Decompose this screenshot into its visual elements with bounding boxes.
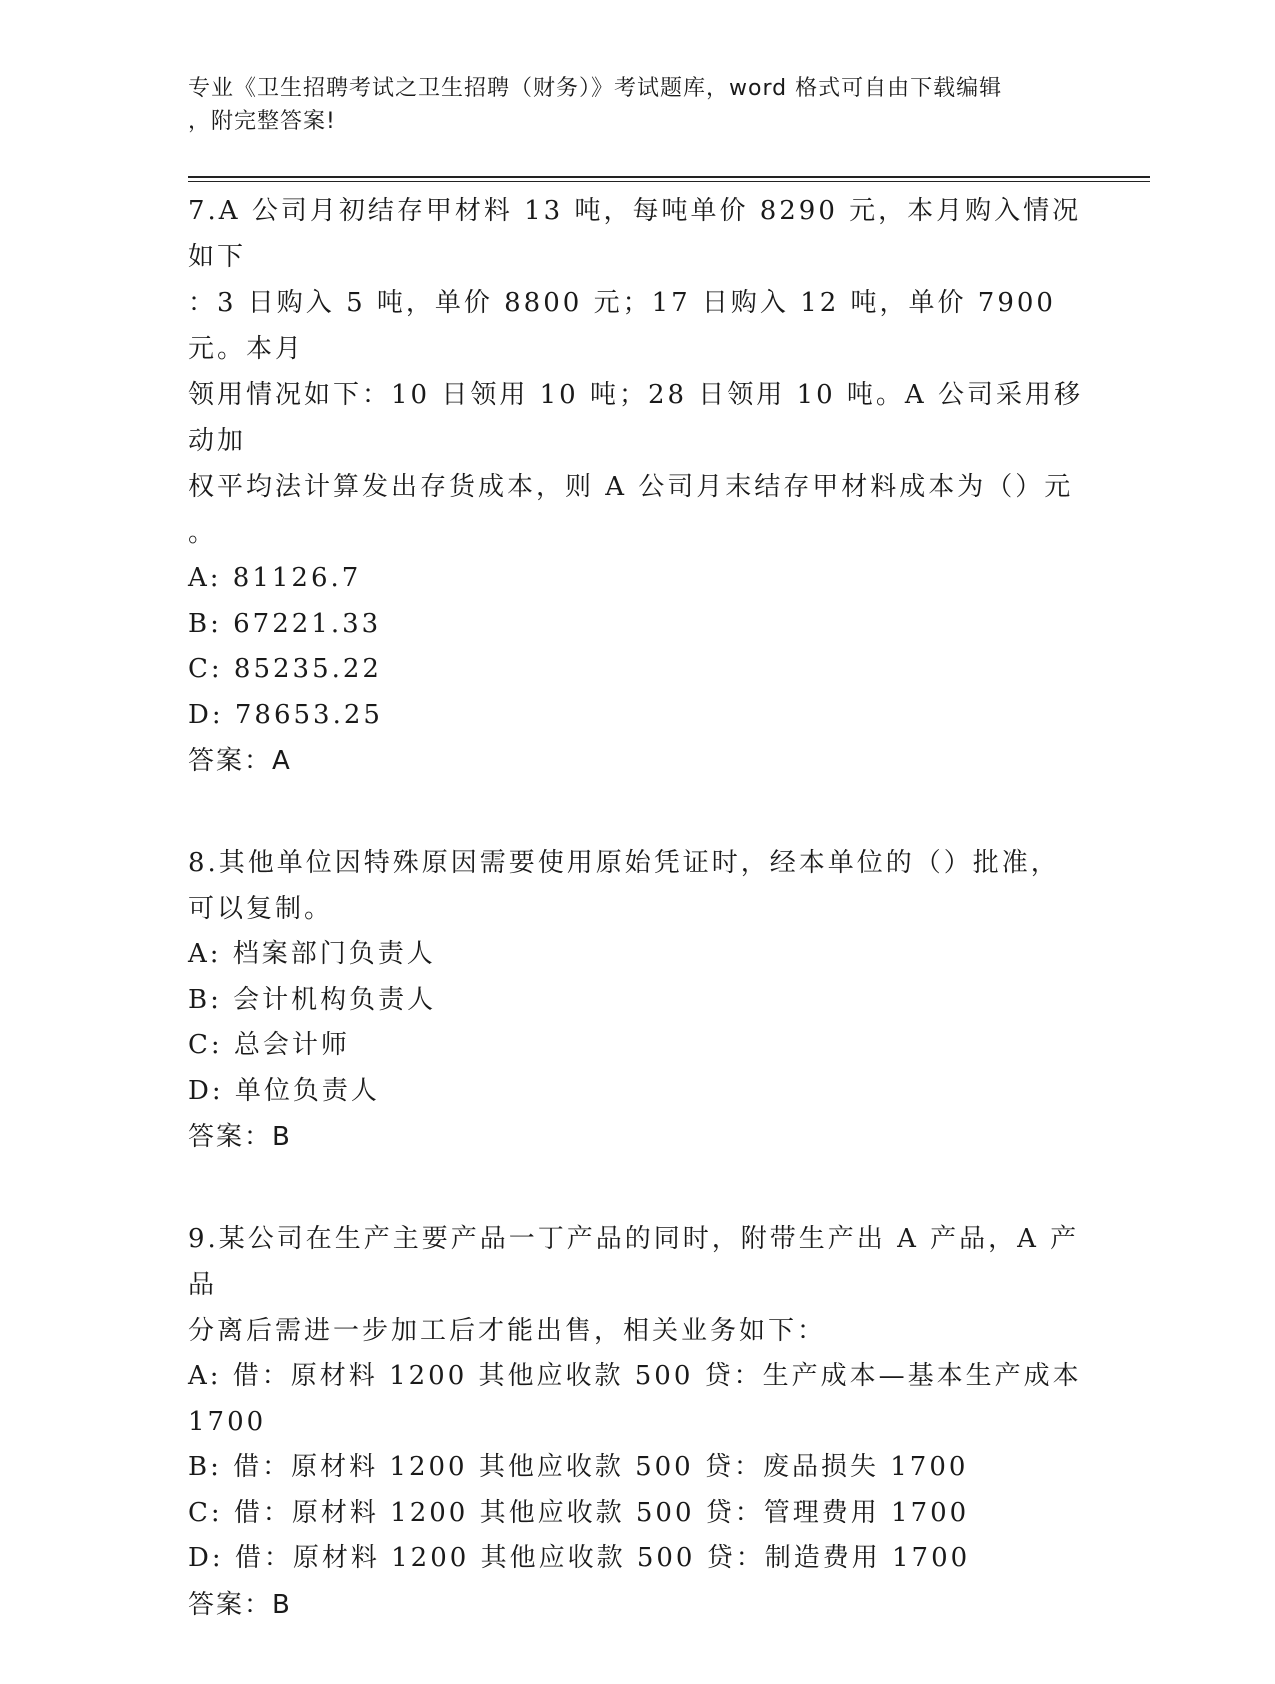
question-list [188, 188, 1088, 1684]
option-c: C: 总会计师 [188, 1030, 350, 1060]
stem-line: 9.某公司在生产主要产品一丁产品的同时，附带生产出 A 产品，A 产品 [188, 1224, 1080, 1300]
question-9 [188, 1216, 1088, 1628]
option-c: C: 借：原材料 1200 其他应收款 500 贷：管理费用 1700 [188, 1497, 970, 1528]
question-9-answer: 答案：B [188, 1589, 292, 1620]
question-8-answer: 答案：B [188, 1122, 292, 1152]
option-b: B: 67221.33 [188, 608, 382, 639]
question-7 [188, 188, 1088, 784]
document-header [188, 72, 1088, 138]
stem-line: 。 [188, 518, 218, 548]
option-a: A: 档案部门负责人 [188, 939, 436, 969]
header-line-2: ，附完整答案! [188, 109, 336, 134]
stem-line: 领用情况如下：10 日领用 10 吨；28 日领用 10 吨。A 公司采用移动加 [188, 380, 1083, 456]
option-b: B: 借：原材料 1200 其他应收款 500 贷：废品损失 1700 [188, 1452, 969, 1482]
question-7-stem [188, 188, 1088, 556]
question-8-options [188, 932, 1088, 1114]
option-a-continued: 1700 [188, 1406, 267, 1437]
header-rule-thick [188, 176, 1150, 178]
question-8 [188, 840, 1088, 1160]
stem-line: ：3 日购入 5 吨，单价 8800 元；17 日购入 12 吨，单价 7900 元。本月 [188, 288, 1056, 364]
option-a: A: 81126.7 [188, 563, 362, 593]
question-7-answer: 答案：A [188, 746, 292, 776]
header-line-1: 专业《卫生招聘考试之卫生招聘（财务）》考试题库，word 格式可自由下载编辑 [188, 76, 1003, 101]
question-9-options [188, 1354, 1088, 1582]
stem-line: 分离后需进一步加工后才能出售，相关业务如下： [188, 1316, 827, 1346]
option-a: A: 借：原材料 1200 其他应收款 500 贷：生产成本—基本生产成本 [188, 1361, 1082, 1391]
stem-line: 8.其他单位因特殊原因需要使用原始凭证时，经本单位的（）批准， [188, 848, 1060, 878]
option-d: D: 78653.25 [188, 699, 383, 730]
option-b: B: 会计机构负责人 [188, 984, 437, 1015]
header-rule-thin [188, 181, 1150, 182]
stem-line: 权平均法计算发出存货成本，则 A 公司月末结存甲材料成本为（）元 [188, 472, 1074, 502]
option-d: D: 借：原材料 1200 其他应收款 500 贷：制造费用 1700 [188, 1543, 971, 1573]
stem-line: 7.A 公司月初结存甲材料 13 吨，每吨单价 8290 元，本月购入情况如下 [188, 196, 1082, 272]
question-7-options [188, 556, 1088, 738]
option-d: D: 单位负责人 [188, 1075, 380, 1106]
option-c: C: 85235.22 [188, 654, 382, 684]
question-8-stem [188, 840, 1088, 932]
question-9-stem [188, 1216, 1088, 1354]
stem-line: 可以复制。 [188, 894, 334, 924]
